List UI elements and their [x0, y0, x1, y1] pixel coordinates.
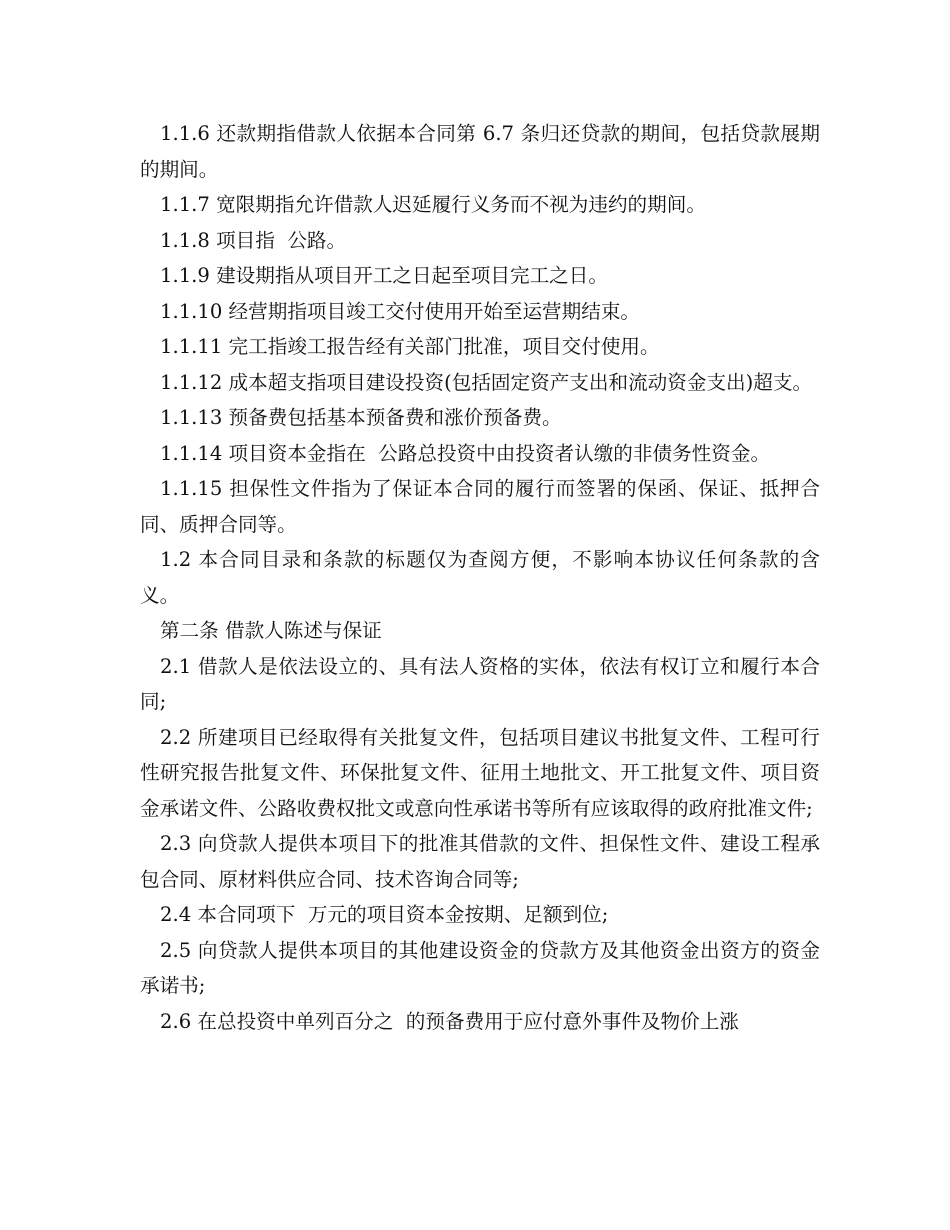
section-heading-article-2: 第二条 借款人陈述与保证: [160, 619, 382, 642]
paragraph-2-6: 2.6 在总投资中单列百分之 的预备费用于应付意外事件及物价上涨: [160, 1009, 739, 1033]
paragraph-1-1-14: 1.1.14 项目资本金指在 公路总投资中由投资者认缴的非债务性资金。: [160, 441, 771, 465]
paragraph-2-5: 2.5 向贷款人提供本项目的其他建设资金的贷款方及其他资金出资方的资金承诺书;: [140, 938, 820, 997]
paragraph-1-1-10: 1.1.10 经营期指项目竣工交付使用开始至运营期结束。: [160, 299, 641, 323]
document-body: [140, 116, 820, 1039]
paragraph-1-1-13: 1.1.13 预备费包括基本预备费和涨价预备费。: [160, 406, 562, 429]
paragraph-2-3: 2.3 向贷款人提供本项目下的批准其借款的文件、担保性文件、建设工程承包合同、原材料供应合同、技术咨询合同等;: [140, 832, 820, 891]
paragraph-1-1-11: 1.1.11 完工指竣工报告经有关部门批准，项目交付使用。: [160, 335, 660, 358]
paragraph-1-1-7: 1.1.7 宽限期指允许借款人迟延履行义务而不视为违约的期间。: [160, 193, 706, 216]
paragraph-1-2: 1.2 本合同目录和条款的标题仅为查阅方便，不影响本协议任何条款的含义。: [140, 548, 820, 607]
paragraph-2-2: 2.2 所建项目已经取得有关批复文件，包括项目建议书批复文件、工程可行性研究报告批复文件、环保批复文件、征用土地批文、开工批复文件、项目资金承诺文件、公路收费权批文或意向性承诺书等所有应该取得的政府批准文件;: [140, 725, 820, 820]
paragraph-1-1-8: 1.1.8 项目指 公路。: [160, 228, 347, 252]
paragraph-1-1-15: 1.1.15 担保性文件指为了保证本合同的履行而签署的保函、保证、抵押合同、质押合同等。: [140, 477, 820, 536]
paragraph-1-1-6: 1.1.6 还款期指借款人依据本合同第 6.7 条归还贷款的期间，包括贷款展期的期间。: [140, 122, 820, 181]
paragraph-1-1-12: 1.1.12 成本超支指项目建设投资(包括固定资产支出和流动资金支出)超支。: [160, 370, 813, 394]
paragraph-2-1: 2.1 借款人是依法设立的、具有法人资格的实体，依法有权订立和履行本合同;: [140, 654, 820, 713]
paragraph-1-1-9: 1.1.9 建设期指从项目开工之日起至项目完工之日。: [160, 264, 608, 287]
paragraph-2-4: 2.4 本合同项下 万元的项目资本金按期、足额到位;: [160, 903, 609, 926]
